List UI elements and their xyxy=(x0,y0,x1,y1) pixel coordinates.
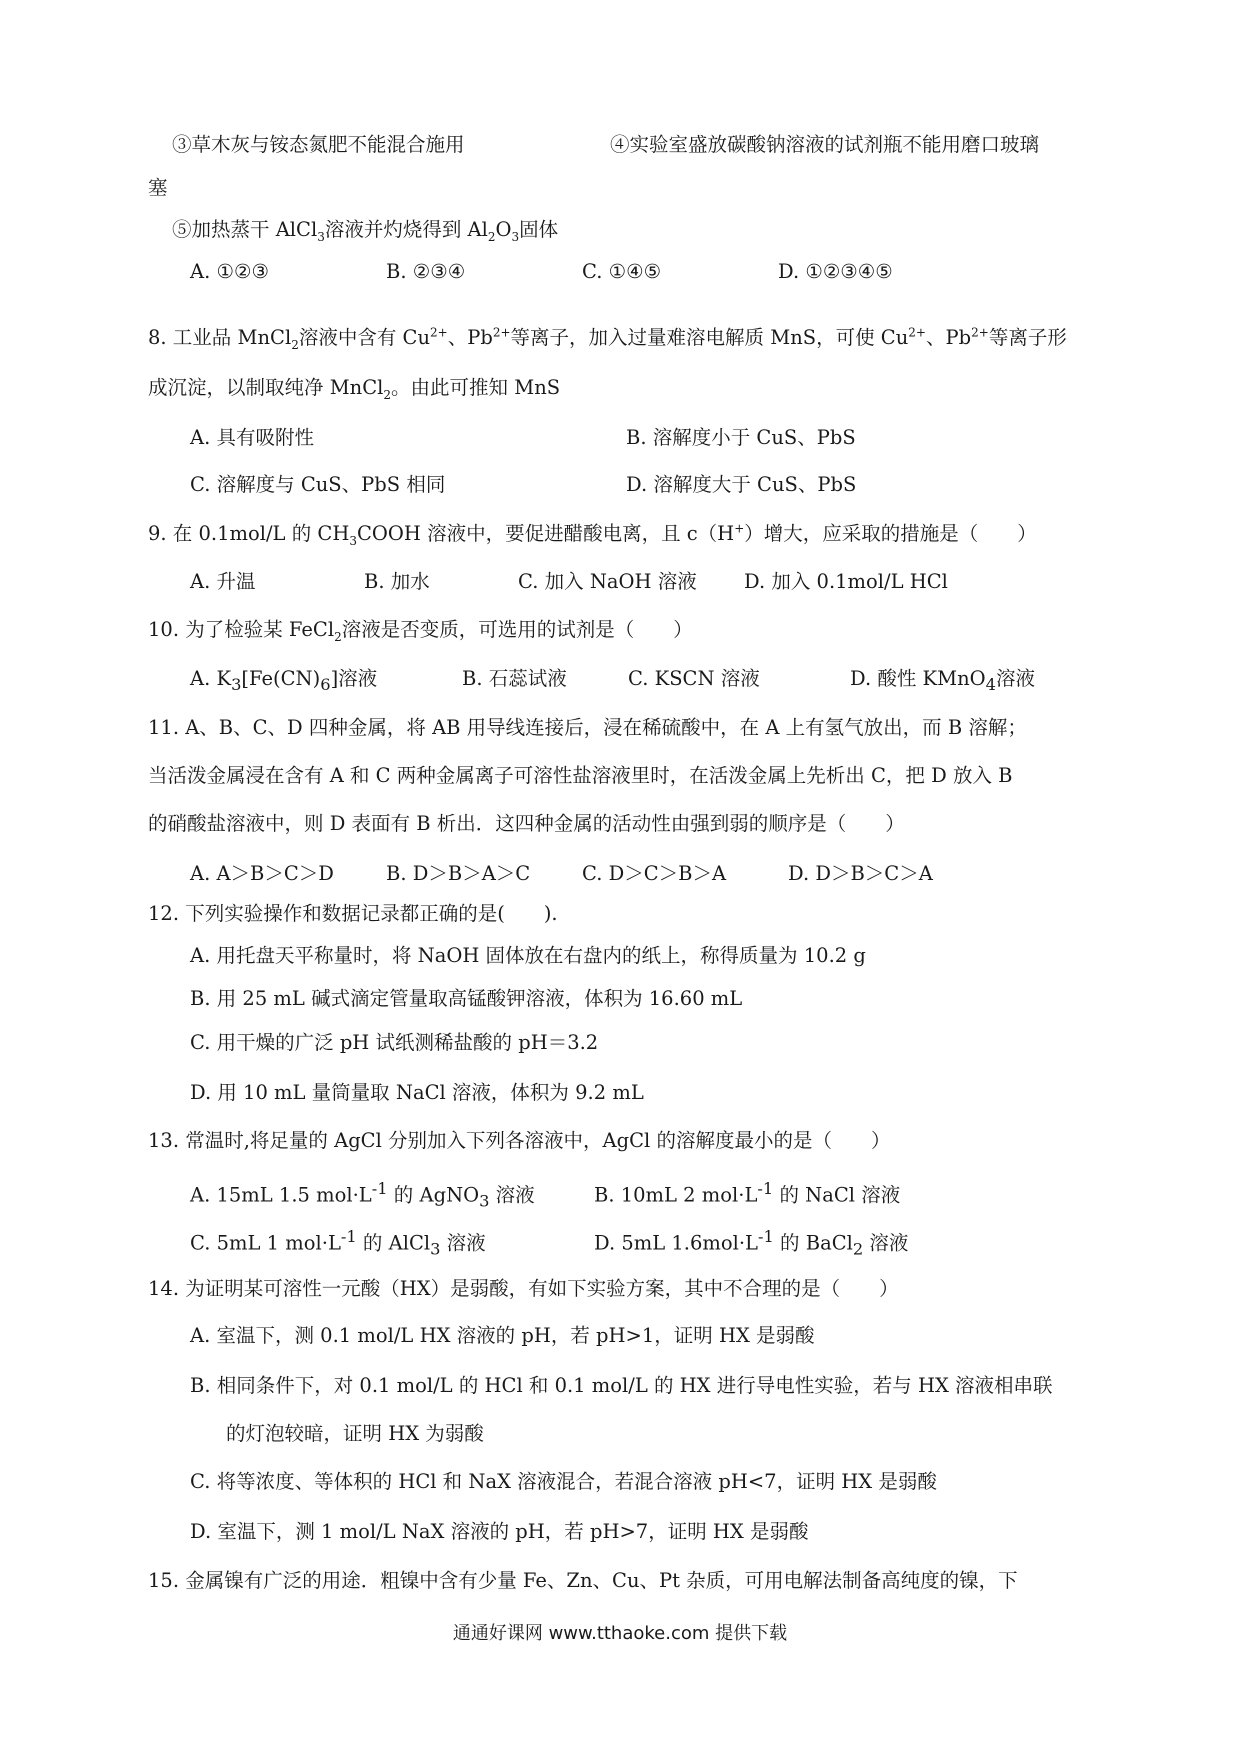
q11-option-a: A. A＞B＞C＞D xyxy=(190,862,334,885)
q11-stem-line3: 的硝酸盐溶液中，则 D 表面有 B 析出．这四种金属的活动性由强到弱的顺序是（ ） xyxy=(148,812,905,835)
q10-option-d: D. 酸性 KMnO$_4$溶液 xyxy=(850,667,1035,694)
q14-option-b-line2: 的灯泡较暗，证明 HX 为弱酸 xyxy=(226,1422,484,1445)
q12-stem: 12. 下列实验操作和数据记录都正确的是( ). xyxy=(148,902,558,925)
q14-stem: 14. 为证明某可溶性一元酸（HX）是弱酸，有如下实验方案，其中不合理的是（ ） xyxy=(148,1277,899,1300)
q11-stem-line1: 11. A、B、C、D 四种金属，将 AB 用导线连接后，浸在稀硫酸中，在 A 上有氢气放出，而 B 溶解； xyxy=(148,716,1027,739)
q14-option-a: A. 室温下，测 0.1 mol/L HX 溶液的 pH，若 pH>1，证明 HX 是弱酸 xyxy=(190,1324,815,1347)
q13-option-a: A. 15mL 1.5 $mol\cdot L^{-1}$ 的 AgNO$_3$ 溶液 xyxy=(190,1179,535,1211)
q14-option-c: C. 将等浓度、等体积的 HCl 和 NaX 溶液混合，若混合溶液 pH<7，证明 HX 是弱酸 xyxy=(190,1470,937,1493)
q12-option-b: B. 用 25 mL 碱式滴定管量取高锰酸钾溶液，体积为 16.60 mL xyxy=(190,987,743,1010)
q9-option-d: D. 加入 0.1mol/L HCl xyxy=(744,570,948,593)
q14-option-b-line1: B. 相同条件下，对 0.1 mol/L 的 HCl 和 0.1 mol/L 的 HX 进行导电性实验，若与 HX 溶液相串联 xyxy=(190,1374,1053,1397)
q13-stem: 13. 常温时,将足量的 AgCl 分别加入下列各溶液中，AgCl 的溶解度最小的是（ ） xyxy=(148,1129,891,1152)
q10-option-b: B. 石蕊试液 xyxy=(462,667,567,690)
q11-option-b: B. D＞B＞A＞C xyxy=(386,862,531,885)
q12-option-a: A. 用托盘天平称量时，将 NaOH 固体放在右盘内的纸上，称得质量为 10.2 g xyxy=(190,944,866,967)
q7-option-c: C. ①④⑤ xyxy=(582,260,662,283)
q10-option-a: A. $K_3[Fe(CN)_6]$溶液 xyxy=(190,667,378,694)
q9-stem: 9. 在 0.1mol/L 的 $CH_3COOH$ 溶液中，要促进醋酸电离，且 c（H+）增大，应采取的措施是（ ） xyxy=(148,521,1037,548)
q8-option-c: C. 溶解度与 CuS、PbS 相同 xyxy=(190,473,446,496)
q11-option-d: D. D＞B＞C＞A xyxy=(788,862,933,885)
q8-option-a: A. 具有吸附性 xyxy=(190,426,314,449)
q14-option-d: D. 室温下，测 1 mol/L NaX 溶液的 pH，若 pH>7，证明 HX 是弱酸 xyxy=(190,1520,809,1543)
q7-item4: ④实验室盛放碳酸钠溶液的试剂瓶不能用磨口玻璃 xyxy=(610,133,1040,156)
q7-option-a: A. ①②③ xyxy=(190,260,269,283)
q12-option-c: C. 用干燥的广泛 pH 试纸测稀盐酸的 pH＝3.2 xyxy=(190,1031,599,1054)
q8-stem-line1: 8. 工业品 MnCl$_2$溶液中含有 $Cu^{2+}$、$Pb^{2+}$等离子，加入过量难溶电解质 MnS，可使 $Cu^{2+}$、$Pb^{2+}$等离子形 xyxy=(148,325,1067,352)
page-footer: 通通好课网 www.tthaoke.com 提供下载 xyxy=(452,1623,788,1644)
q11-option-c: C. D＞C＞B＞A xyxy=(582,862,727,885)
q9-option-a: A. 升温 xyxy=(190,570,256,593)
q13-option-c: C. 5mL 1 $mol\cdot L^{-1}$ 的 AlCl$_3$ 溶液 xyxy=(190,1227,486,1259)
q7-option-b: B. ②③④ xyxy=(386,260,466,283)
q7-item4-cont: 塞 xyxy=(148,176,168,199)
q15-stem-line1: 15. 金属镍有广泛的用途．粗镍中含有少量 Fe、Zn、Cu、Pt 杂质，可用电解法制备高纯度的镍，下 xyxy=(148,1569,1018,1592)
q10-stem: 10. 为了检验某 FeCl$_2$溶液是否变质，可选用的试剂是（ ） xyxy=(148,618,693,644)
q9-option-b: B. 加水 xyxy=(364,570,430,593)
q12-option-d: D. 用 10 mL 量筒量取 NaCl 溶液，体积为 9.2 mL xyxy=(190,1081,644,1104)
q13-option-b: B. 10mL 2 $mol\cdot L^{-1}$ 的 NaCl 溶液 xyxy=(594,1179,901,1207)
q11-stem-line2: 当活泼金属浸在含有 A 和 C 两种金属离子可溶性盐溶液里时，在活泼金属上先析出 C，把 D 放入 B xyxy=(148,764,1013,787)
q8-stem-line2: 成沉淀，以制取纯净 MnCl$_2$。由此可推知 MnS xyxy=(148,376,561,402)
q8-option-d: D. 溶解度大于 CuS、PbS xyxy=(626,473,857,496)
q7-item5: ⑤加热蒸干 AlCl$_3$溶液并灼烧得到 $Al_2O_3$固体 xyxy=(172,218,559,244)
q7-option-d: D. ①②③④⑤ xyxy=(778,260,893,283)
q7-item3: ③草木灰与铵态氮肥不能混合施用 xyxy=(172,133,465,156)
q8-option-b: B. 溶解度小于 CuS、PbS xyxy=(626,426,856,449)
q9-option-c: C. 加入 NaOH 溶液 xyxy=(518,570,697,593)
q10-option-c: C. KSCN 溶液 xyxy=(628,667,760,690)
q13-option-d: D. 5mL $1.6mol\cdot L^{-1}$ 的 BaCl$_2$ 溶液 xyxy=(594,1227,909,1259)
